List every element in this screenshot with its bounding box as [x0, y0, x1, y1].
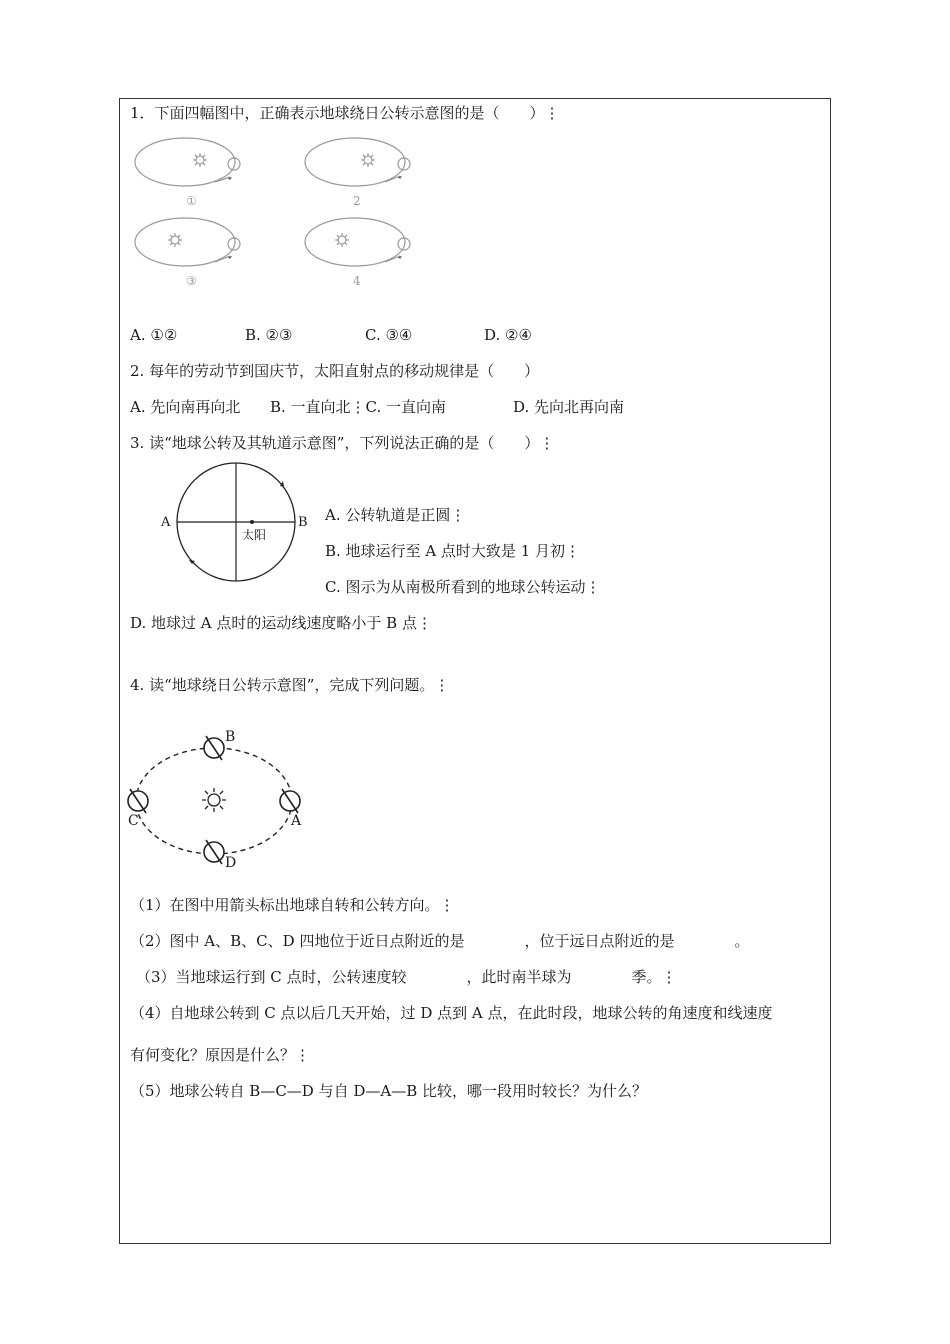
q4-point-c: C [128, 813, 139, 829]
q1-option-b: B. ②③ [245, 326, 293, 344]
q3-stem: 3. 读“地球公转及其轨道示意图”，下列说法正确的是（ ）⋮ [130, 434, 555, 452]
q4-sub5: （5）地球公转自 B—C—D 与自 D—A—B 比较，哪一段用时较长？为什么？ [130, 1082, 648, 1100]
q1-stem: 1．下面四幅图中，正确表示地球绕日公转示意图的是（ ）⋮ [130, 104, 560, 122]
q1-fig4-label: 4 [353, 274, 361, 288]
q3-option-c: C. 图示为从南极所看到的地球公转运动⋮ [325, 578, 601, 596]
q4-sub4-cont: 有何变化？原因是什么？⋮ [130, 1046, 311, 1064]
q2-option-d: D. 先向北再向南 [513, 398, 625, 416]
q4-sub2: （2）图中 A、B、C、D 四地位于近日点附近的是 ，位于远日点附近的是 。 [130, 932, 750, 950]
q4-stem: 4. 读“地球绕日公转示意图”，完成下列问题。⋮ [130, 676, 450, 694]
q4-point-d: D [225, 855, 237, 871]
q3-point-a: A [161, 515, 171, 530]
q4-sub4: （4）自地球公转到 C 点以后几天开始，过 D 点到 A 点，在此时段，地球公转的角速度和线速度 [130, 1004, 773, 1022]
q4-point-b: B [225, 729, 236, 745]
q3-sun-label: 太阳 [242, 528, 267, 542]
q4-sub3: （3）当地球运行到 C 点时，公转速度较 ，此时南半球为 季。⋮ [136, 968, 677, 986]
q3-option-b: B. 地球运行至 A 点时大致是 1 月初⋮ [325, 542, 581, 560]
q2-option-bc: B. 一直向北⋮C. 一直向南 [270, 398, 447, 416]
q3-option-a: A. 公转轨道是正圆⋮ [325, 506, 466, 524]
q1-option-d: D. ②④ [484, 326, 532, 344]
q1-fig1-label: ① [186, 194, 197, 208]
q2-stem: 2. 每年的劳动节到国庆节，太阳直射点的移动规律是（ ） [130, 362, 540, 380]
q1-option-c: C. ③④ [365, 326, 413, 344]
q1-orbit-diagrams [130, 132, 430, 292]
q3-option-d: D. 地球过 A 点时的运动线速度略小于 B 点⋮ [130, 614, 432, 632]
q3-orbit-diagram [170, 456, 300, 588]
q4-point-a: A [291, 813, 302, 829]
q1-fig2-label: 2 [353, 194, 361, 208]
q1-option-a: A. ①② [130, 326, 178, 344]
q3-point-b: B [298, 515, 308, 530]
q4-orbit-diagram [124, 728, 314, 868]
q4-sub1: （1）在图中用箭头标出地球自转和公转方向。⋮ [130, 896, 455, 914]
q2-option-a: A. 先向南再向北 [130, 398, 241, 416]
q1-fig3-label: ③ [186, 274, 197, 288]
